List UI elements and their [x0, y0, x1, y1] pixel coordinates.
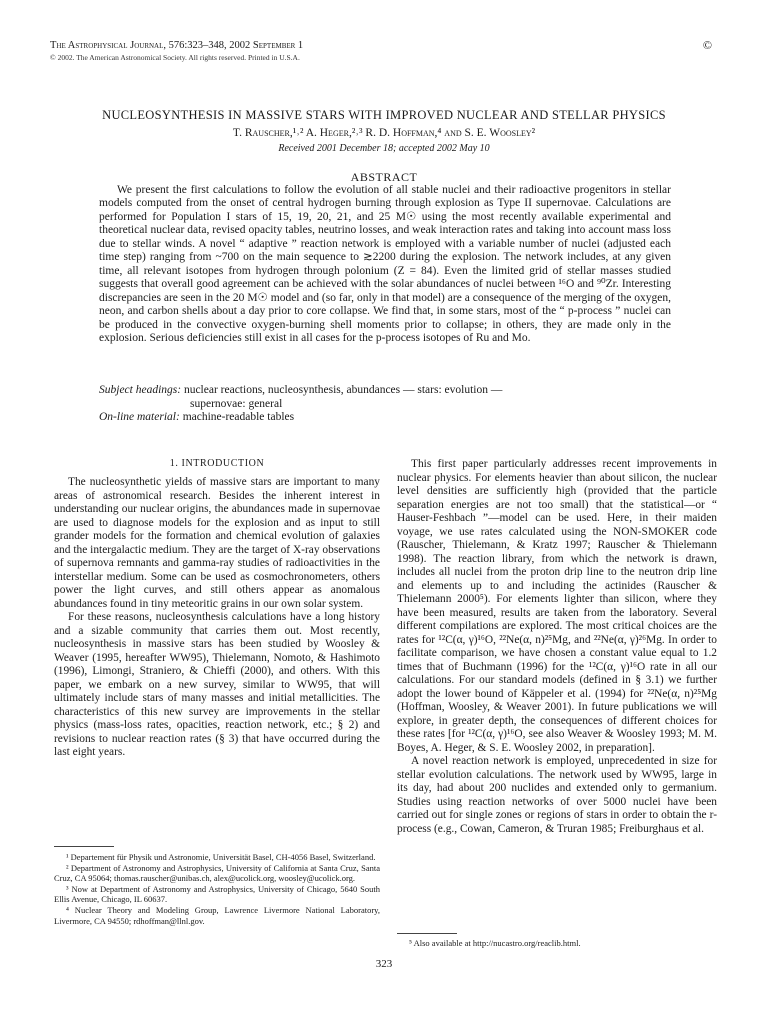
footnote-divider-right [397, 933, 457, 934]
online-material-label: On-line material: [99, 411, 180, 423]
footnotes-left [54, 852, 380, 926]
right-column [397, 458, 717, 836]
page-number: 323 [375, 958, 393, 970]
intro-paragraph-1: The nucleosynthetic yields of massive stars are important to many areas of astronomical research. Besides the inherent interest in understanding our nuclear origins, the abundances made in supernovae are used to diagnose models for the explosion and as input to still grander models for the formation and chemical evolution of galaxies and the intergalactic medium. They are the target of X-ray observations of supernova remnants and gamma-ray studies of radioactivities in the interstellar medium. Some can be used as cosmochronometers, others power the light curves, and still others appear as anomalous abundances found in tiny meteoritic grains in our own solar system. [54, 476, 380, 610]
journal-citation: The Astrophysical Journal, 576:323–348, 2002 September 1 [50, 40, 304, 51]
section-heading-introduction: 1. INTRODUCTION [169, 458, 265, 469]
author-list: T. Rauscher,¹˒² A. Heger,²˒³ R. D. Hoffman,⁴ and S. E. Woosley² [232, 127, 536, 139]
footnote-2: ² Department of Astronomy and Astrophysics, University of California at Santa Cruz, Santa Cruz, CA 95064; thomas.rauscher@unibas.ch, alex@ucolick.org, woosley@ucolick.org. [54, 862, 380, 884]
intro-paragraph-3: This first paper particularly addresses recent improvements in nuclear physics. For elements heavier than about silicon, the nuclear level densities are sufficiently high (provided that the particle separation energies are not too small) that the statistical—or “ Hauser-Feshbach ”—model can be used. Here, in their maiden voyage, we use rates calculated using the NON-SMOKER code (Rauscher, Thielemann, & Kratz 1997; Rauscher & Thielemann 1998). The reaction library, from which the network is drawn, includes all nuclei from the proton drip line to the neutron drip line and elements up to and including the actinides (Rauscher & Thielemann 2000⁵). For elements lighter than silicon, where they have been measured, results are taken from the laboratory. Several different compilations are explored. The most critical choices are the rates for ¹²C(α, γ)¹⁶O, ²²Ne(α, n)²⁵Mg, and ²²Ne(α, γ)²⁶Mg. In order to facilitate comparison, we have chosen a constant value equal to 1.2 times that of Buchmann (1996) for the ¹²C(α, γ)¹⁶O rate in all our calculations. For our standard models (defined in § 3.1) we further adopt the lower bound of Käppeler et al. (1994) for ²²Ne(α, n)²⁵Mg (Hoffman, Woosley, & Weaver 2001). In future publications we will explore, in greater depth, the consequences of different choices for these rates [for ¹²C(α, γ)¹⁶O, see also Weaver & Woosley 1993; M. M. Boyes, A. Heger, & S. E. Woosley 2002, in preparation]. [397, 458, 717, 754]
footnote-5: ⁵ Also available at http://nucastro.org/reaclib.html. [409, 938, 581, 948]
received-date: Received 2001 December 18; accepted 2002 May 10 [278, 143, 490, 154]
subject-line-2: supernovae: general [190, 397, 283, 410]
subject-label: Subject headings: [99, 384, 182, 396]
online-material-text: machine-readable tables [182, 411, 295, 423]
intro-paragraph-4: A novel reaction network is employed, unprecedented in size for stellar evolution calculations. The network used by WW95, large in its day, had about 200 nuclides and extended only to germanium. Studies using reaction networks of over 5000 nuclei have been carried out for single zones or regions of stars in order to obtain the r-process (e.g., Cowan, Cameron, & Truran 1985; Freiburghaus et al. [397, 755, 717, 835]
subject-line-1: nuclear reactions, nucleosynthesis, abundances — stars: evolution — [183, 384, 503, 396]
footnote-1: ¹ Departement für Physik und Astronomie, Universität Basel, CH-4056 Basel, Switzerland. [66, 852, 376, 862]
left-column [54, 476, 380, 760]
footnote-4: ⁴ Nuclear Theory and Modeling Group, Lawrence Livermore National Laboratory, Livermore, CA 94550; rdhoffman@llnl.gov. [54, 904, 380, 926]
copyright-mark-icon: © [702, 38, 712, 52]
intro-paragraph-2: For these reasons, nucleosynthesis calculations have a long history and a sizable community that carries them out. Most recently, nucleosynthesis in massive stars has been studied by Woosley & Weaver (1995, hereafter WW95), Thielemann, Nomoto, & Hashimoto (1996), Limongi, Straniero, & Chieffi (2000), and others. With this paper, we embark on a new survey, similar to WW95, that will ultimately include stars of many masses and initial metallicities. The characteristics of this new survey are improvements in the stellar physics (mass-loss rates, opacities, reaction network, etc.; § 2) and revisions to nuclear reaction rates (§ 3) that have occurred during the last eight years. [54, 611, 380, 759]
abstract-text: We present the first calculations to follow the evolution of all stable nuclei and their radioactive progenitors in stellar models computed from the onset of central hydrogen burning through explosion as Type II supernovae. Calculations are performed for Population I stars of 15, 19, 20, 21, and 25 M☉ using the most recently available experimental and theoretical nuclear data, revised opacity tables, neutrino losses, and weak interaction rates and taking into account mass loss due to stellar winds. A novel “ adaptive ” reaction network is employed with a variable number of nuclei (adjusted each time step) ranging from ~700 on the main sequence to ≳2200 during the explosion. The network includes, at any given time, all relevant isotopes from hydrogen through polonium (Z = 84). Even the limited grid of stellar masses studied suggests that overall good agreement can be achieved with the solar abundances of nuclei between ¹⁶O and ⁹⁰Zr. Interesting discrepancies are seen in the 20 M☉ model and (so far, only in that model) are a consequence of the merging of the oxygen, neon, and carbon shells about a day prior to core collapse. We find that, in some stars, most of the “ p-process ” nuclei can be produced in the convective oxygen-burning shell moments prior to collapse; in others, they are made only in the explosion. Serious deficiencies still exist in all cases for the p-process isotopes of Ru and Mo. [99, 184, 671, 344]
paper-title: NUCLEOSYNTHESIS IN MASSIVE STARS WITH IMPROVED NUCLEAR AND STELLAR PHYSICS [102, 108, 666, 122]
copyright-line: © 2002. The American Astronomical Society. All rights reserved. Printed in U.S.A. [50, 53, 300, 62]
footnote-divider [54, 846, 114, 847]
abstract-heading: ABSTRACT [350, 170, 418, 184]
footnote-3: ³ Now at Department of Astronomy and Astrophysics, University of Chicago, 5640 South Ellis Avenue, Chicago, IL 60637. [54, 883, 380, 905]
subject-headings [99, 384, 671, 425]
